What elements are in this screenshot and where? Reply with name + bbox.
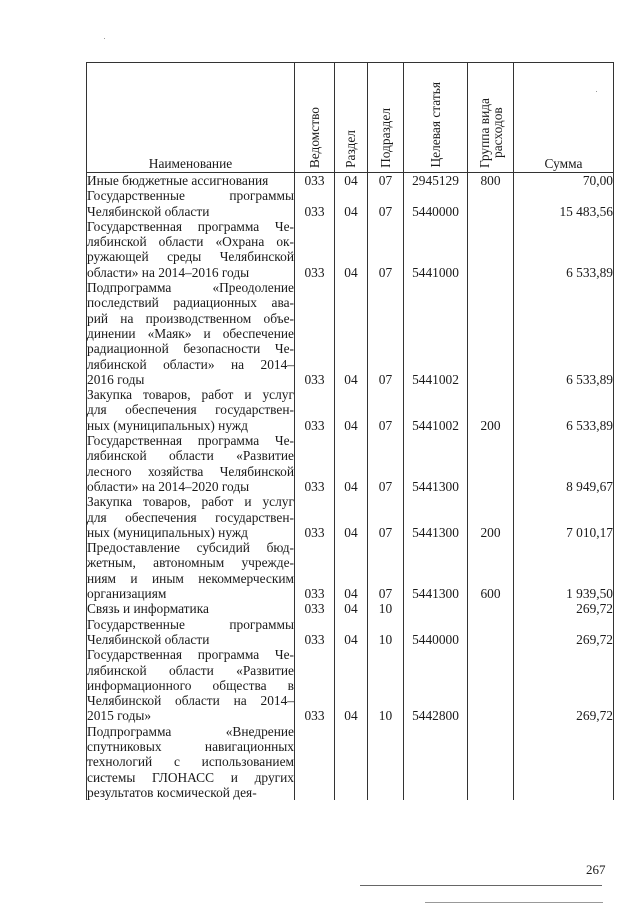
cell-name-line: Иные бюджетные ассигнования [87,173,269,188]
cell-expense-group [468,280,514,387]
cell-section: 04 [335,188,368,219]
cell-name-line: области» на 2014–2016 годы [87,264,250,280]
cell-section: 04 [335,173,368,189]
cell-sum: 269,72 [514,617,614,648]
cell-department: 033 [295,433,335,494]
cell-name-line: Связь и информатика [87,601,209,617]
cell-name-line: технологий с использованием [87,754,294,770]
footer-rule [360,885,602,886]
cell-name-line: радиационной безопасности Че- [87,341,294,357]
cell-section [335,724,368,800]
cell-section: 04 [335,647,368,723]
cell-name-line: лябинской области «Развитие [87,448,294,464]
cell-target-article [404,724,468,800]
cell-sum [514,724,614,800]
cell-subsection: 07 [368,173,404,189]
cell-department: 033 [295,280,335,387]
cell-name-line: Подпрограмма «Преодоление [87,280,294,296]
cell-department [295,724,335,800]
cell-expense-group [468,617,514,648]
footer-rule-lower [425,902,603,903]
cell-section: 04 [335,387,368,433]
cell-target-article: 5441300 [404,540,468,601]
cell-target-article: 5441300 [404,494,468,540]
cell-department: 033 [295,601,335,616]
header-sum: Сумма [514,63,614,173]
cell-name-line: Государственная программа Че- [87,218,294,234]
cell-sum: 269,72 [514,601,614,616]
cell-subsection: 10 [368,647,404,723]
cell-name-line: организациям [87,586,167,602]
cell-expense-group [468,601,514,616]
cell-name-line: рий на производственном объе- [87,310,294,326]
cell-department: 033 [295,173,335,189]
cell-sum: 70,00 [514,173,614,189]
cell-name-line: последствий радиационных ава- [87,295,294,311]
header-subsection: Подраздел [368,63,404,173]
cell-name [87,188,295,219]
cell-name-line: спутниковых навигационных [87,738,294,754]
cell-target-article: 5441002 [404,387,468,433]
cell-subsection [368,724,404,800]
cell-section: 04 [335,617,368,648]
cell-name-line: системы ГЛОНАСС и других [87,769,294,785]
cell-subsection: 07 [368,433,404,494]
cell-department: 033 [295,647,335,723]
cell-expense-group: 200 [468,494,514,540]
cell-name-line: динении «Маяк» и обеспечение [87,325,294,341]
cell-name-line: лябинской области» на 2014– [87,356,294,372]
cell-sum: 6 533,89 [514,387,614,433]
cell-target-article: 5442800 [404,647,468,723]
cell-expense-group [468,433,514,494]
cell-name-line: Закупка товаров, работ и услуг [87,494,294,510]
cell-sum: 7 010,17 [514,494,614,540]
header-target-article: Целевая статья [404,63,468,173]
cell-section: 04 [335,280,368,387]
cell-sum: 15 483,56 [514,188,614,219]
cell-target-article: 5440000 [404,617,468,648]
cell-name-line: Государственные программы [87,188,294,204]
cell-name [87,387,295,433]
cell-name [87,724,295,800]
cell-name-line: лесного хозяйства Челябинской [87,463,294,479]
cell-subsection: 07 [368,280,404,387]
cell-name-line: Челябинской области на 2014– [87,693,294,709]
budget-table [86,62,614,800]
cell-name-line: ных (муниципальных) нужд [87,417,248,433]
cell-name-line: результатов космической дея- [87,784,257,800]
cell-name [87,280,295,387]
header-section: Раздел [335,63,368,173]
cell-department: 033 [295,188,335,219]
table-row [87,494,614,540]
cell-target-article [404,601,468,616]
cell-name-line: Подпрограмма «Внедрение [87,723,294,739]
table-row [87,188,614,219]
cell-name-line: лябинской области «Развитие [87,662,294,678]
cell-expense-group [468,724,514,800]
cell-subsection: 07 [368,219,404,280]
cell-target-article: 5441300 [404,433,468,494]
cell-sum: 269,72 [514,647,614,723]
table-header-row [87,63,614,173]
cell-name-line: области» на 2014–2020 годы [87,478,250,494]
header-name: Наименование [87,63,295,173]
cell-section: 04 [335,601,368,616]
cell-name-line: Государственная программа Че- [87,433,294,449]
table-row [87,540,614,601]
cell-name-line: ружающей среды Челябинской [87,249,294,265]
cell-target-article: 2945129 [404,173,468,189]
cell-name-line: Государственные программы [87,616,294,632]
cell-department: 033 [295,219,335,280]
cell-subsection: 07 [368,387,404,433]
cell-name-line: ниям и иным некоммерческим [87,570,294,586]
cell-name [87,494,295,540]
header-department: Ведомство [295,63,335,173]
cell-sum: 6 533,89 [514,219,614,280]
table-row [87,617,614,648]
cell-expense-group: 800 [468,173,514,189]
table-row [87,724,614,800]
cell-subsection: 10 [368,601,404,616]
table-row [87,601,614,616]
cell-department: 033 [295,494,335,540]
cell-name-line: лябинской области «Охрана ок- [87,234,294,250]
table-row [87,219,614,280]
cell-name-line: для обеспечения государствен- [87,509,294,525]
cell-name-line: 2015 годы» [87,708,152,724]
cell-section: 04 [335,540,368,601]
cell-name-line: Государственная программа Че- [87,647,294,663]
cell-name-line: Челябинской области [87,203,210,219]
table-row [87,173,614,189]
cell-section: 04 [335,219,368,280]
cell-target-article: 5440000 [404,188,468,219]
cell-name [87,540,295,601]
cell-expense-group: 600 [468,540,514,601]
table-row [87,280,614,387]
table-row [87,647,614,723]
cell-department: 033 [295,387,335,433]
cell-section: 04 [335,433,368,494]
cell-department: 033 [295,617,335,648]
cell-subsection: 07 [368,188,404,219]
cell-subsection: 07 [368,540,404,601]
cell-name-line: ных (муниципальных) нужд [87,524,248,540]
page-number: 267 [586,862,606,877]
cell-expense-group: 200 [468,387,514,433]
cell-name-line: информационного общества в [87,677,294,693]
cell-name-line: Предоставление субсидий бюд- [87,540,294,556]
table-row [87,387,614,433]
cell-sum: 8 949,67 [514,433,614,494]
cell-name-line: жетным, автономным учрежде- [87,555,294,571]
cell-expense-group [468,188,514,219]
cell-name [87,219,295,280]
cell-section: 04 [335,494,368,540]
cell-target-article: 5441002 [404,280,468,387]
cell-name-line: 2016 годы [87,371,145,387]
cell-department: 033 [295,540,335,601]
cell-sum: 1 939,50 [514,540,614,601]
scan-speck [104,38,105,39]
cell-subsection: 10 [368,617,404,648]
cell-sum: 6 533,89 [514,280,614,387]
scan-speck [596,91,597,92]
cell-target-article: 5441000 [404,219,468,280]
cell-name-line: для обеспечения государствен- [87,402,294,418]
cell-expense-group [468,647,514,723]
header-expense-group: Группа вида расходов [468,63,514,173]
cell-name-line: Закупка товаров, работ и услуг [87,387,294,403]
cell-name [87,647,295,723]
cell-name [87,617,295,648]
cell-expense-group [468,219,514,280]
cell-subsection: 07 [368,494,404,540]
cell-name [87,601,295,616]
cell-name [87,433,295,494]
table-row [87,433,614,494]
cell-name-line: Челябинской области [87,631,210,647]
cell-name [87,173,295,189]
